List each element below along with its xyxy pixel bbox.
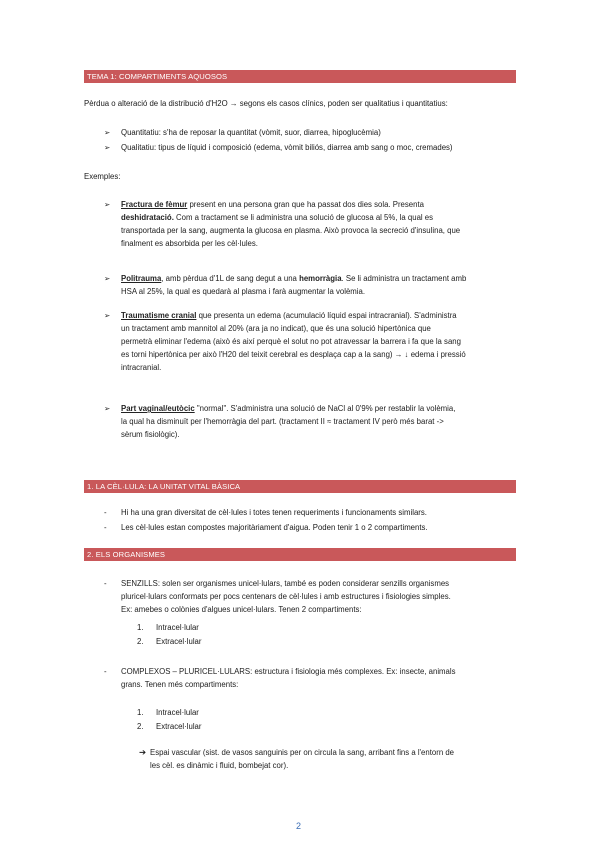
dash-bullet: - (104, 523, 107, 532)
list-number: 1. (137, 623, 144, 632)
paragraph-line: SENZILLS: solen ser organismes unicel·lulars, també es poden considerar senzills organismes (121, 579, 450, 588)
paragraph-line: COMPLEXOS – PLURICEL·LULARS: estructura i fisiologia més complexes. Ex: insecte, animals (121, 667, 456, 676)
example-line: , amb pèrdua d'1L de sang degut a una (161, 274, 300, 283)
example-line: sèrum fisiològic). (121, 430, 180, 439)
bullet-label: Quantitatiu: (121, 128, 161, 137)
example-fractura (121, 198, 516, 250)
example-bold-word: deshidratació. (121, 213, 174, 222)
numbered-item: Intracel·lular (156, 623, 199, 632)
section-header-organismes: 2. ELS ORGANISMES (84, 548, 516, 561)
example-line: que presenta un edema (acumulació líquid espai intracranial). S'administra (196, 311, 457, 320)
numbered-item: Extracel·lular (156, 722, 202, 731)
example-line: HSA al 25%, la qual es quedarà al plasma i farà augmentar la volèmia. (121, 287, 366, 296)
example-line: . Se li administra un tractament amb (341, 274, 467, 283)
section-header-cellula: 1. LA CÈL·LULA: LA UNITAT VITAL BÀSICA (84, 480, 516, 493)
example-line: finalment es absorbida per les cèl·lules. (121, 239, 258, 248)
espai-vascular-paragraph (150, 746, 516, 772)
paragraph-line: Espai vascular (sist. de vasos sanguinis per on circula la sang, arribant fins a l'entorn de (150, 748, 454, 757)
numbered-item: Extracel·lular (156, 637, 202, 646)
paragraph-line: les cèl. es dinàmic i fluid, bombejat cor). (150, 761, 289, 770)
right-arrow-icon: ➔ (139, 747, 147, 757)
example-title: Traumatisme cranial (121, 311, 197, 320)
list-number: 2. (137, 722, 144, 731)
example-line: "normal". S'administra una solució de NaCl al 0'9% per restablir la volèmia, (194, 404, 456, 413)
example-title: Part vaginal/eutòcic (121, 404, 195, 413)
example-line: intracranial. (121, 363, 162, 372)
cellula-item: Les cèl·lules estan compostes majoritàriament d'aigua. Poden tenir 1 o 2 compartiments. (121, 523, 428, 532)
complexos-paragraph (121, 665, 516, 691)
cellula-item: Hi ha una gran diversitat de cèl·lules i totes tenen requeriments i funcionaments similars. (121, 508, 427, 517)
arrow-bullet-icon: ➢ (104, 128, 111, 137)
dash-bullet: - (104, 667, 107, 676)
page-number: 2 (296, 821, 302, 831)
example-politrauma (121, 272, 516, 298)
dash-bullet: - (104, 579, 107, 588)
bullet-quantitatiu (121, 127, 381, 138)
example-line: es torni hipertònica per això l'H20 del teixit cerebral es desplaça cap a la sang) → ↓ edema i pressió (121, 350, 466, 359)
examples-label: Exemples: (84, 172, 121, 181)
arrow-bullet-icon: ➢ (104, 274, 111, 283)
paragraph-line: grans. Tenen més compartiments: (121, 680, 239, 689)
bullet-label: Qualitatiu: (121, 143, 157, 152)
example-title: Politrauma (121, 274, 162, 283)
arrow-bullet-icon: ➢ (104, 200, 111, 209)
arrow-bullet-icon: ➢ (104, 311, 111, 320)
example-line: permetrà eliminar l'edema (això és així perquè el solut no pot atravessar la barrera i fa que la sang (121, 337, 461, 346)
example-line: Com a tractament se li administra una solució de glucosa al 5%, la qual es (173, 213, 434, 222)
intro-text: Pèrdua o alteració de la distribució d'H2O → segons els casos clínics, poden ser qualitatius i quantitatius: (84, 99, 448, 108)
example-traumatisme (121, 309, 516, 374)
numbered-item: Intracel·lular (156, 708, 199, 717)
bullet-text: tipus de líquid i composició (edema, vòmit biliós, diarrea amb sang o moc, cremades) (156, 143, 453, 152)
paragraph-line: pluricel·lulars conformats per pocs centenars de cèl·lules i amb estructures i fisiologies simples. (121, 592, 451, 601)
example-line: la qual ha disminuït per l'hemorràgia del part. (tractament II ≈ tractament IV però més barat -> (121, 417, 444, 426)
example-part-vaginal (121, 402, 516, 441)
senzills-paragraph (121, 577, 516, 616)
list-number: 1. (137, 708, 144, 717)
arrow-bullet-icon: ➢ (104, 143, 111, 152)
paragraph-line: Ex: amebes o colònies d'algues unicel·lulars. Tenen 2 compartiments: (121, 605, 362, 614)
arrow-bullet-icon: ➢ (104, 404, 111, 413)
dash-bullet: - (104, 508, 107, 517)
section-header-tema1: TEMA 1: COMPARTIMENTS AQUOSOS (84, 70, 516, 83)
example-line: present en una persona gran que ha passat dos dies sola. Presenta (187, 200, 424, 209)
example-title: Fractura de fèmur (121, 200, 188, 209)
example-bold-word: hemorràgia (299, 274, 342, 283)
example-line: un tractament amb mannitol al 20% (ara ja no indicat), que és una solució hipertònica que (121, 324, 431, 333)
bullet-qualitatiu (121, 142, 453, 153)
list-number: 2. (137, 637, 144, 646)
bullet-text: s'ha de reposar la quantitat (vòmit, suor, diarrea, hipoglucèmia) (160, 128, 381, 137)
example-line: transportada per la sang, augmenta la glucosa en plasma. Això provoca la secreció d'insulina, que (121, 226, 461, 235)
